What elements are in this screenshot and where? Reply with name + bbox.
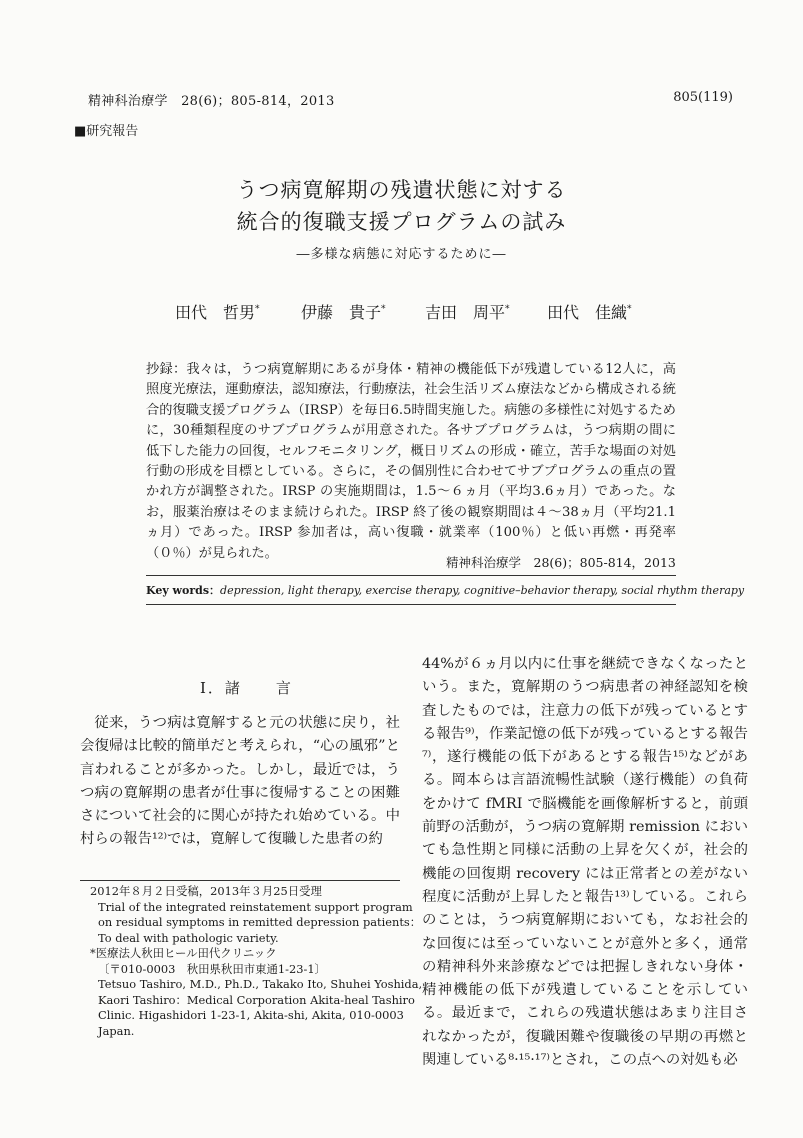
right-column [422, 653, 748, 1072]
footnote-rule [80, 880, 400, 881]
page-number: 805(119) [673, 90, 733, 105]
author: 田代 佳織* [547, 303, 632, 322]
keywords-rule [146, 575, 676, 576]
title-line-1: うつ病寛解期の残遺状態に対する [236, 178, 567, 202]
keywords-rule-bottom [146, 604, 676, 605]
left-column [80, 712, 400, 852]
journal-header: 精神科治療学 28(6)；805-814，2013 [88, 94, 335, 109]
paragraph: 44%が６ヵ月以内に仕事を継続できなくなったという。また，寛解期のうつ病患者の神経認知を検査したものでは，注意力の低下が残っているとする報告⁹⁾，作業記憶の低下が残っているとする報告⁷⁾，遂行機能の低下があるとする報告¹⁵⁾などがある。岡本らは言語流暢性試験（遂行機能）の負荷をかけて fMRI で脳機能を画像解析すると，前頭前野の活動が，うつ病の寛解期 remission においても急性期と同様に活動の上昇を欠くが，社会的機能の回復期 recovery には正常者との差がない程度に活動が上昇したと報告¹³⁾している。これらのことは，うつ病寛解期においても，なお社会的な回復には至っていないことが意外と多く，通常の精神科外来診療などでは把握しきれない身体・精神機能の低下が残遺していることを示している。最近まで，これらの残遺状態はあまり注目されなかったが，復職困難や復職後の早期の再燃と関連している⁸·¹⁵·¹⁷⁾とされ，この点への対処も必 [422, 656, 748, 1069]
author: 吉田 周平* [425, 303, 510, 322]
author: 田代 哲男* [175, 303, 260, 322]
article-category: ■研究報告 [74, 124, 139, 139]
address: 〔〒010-0003 秋田県秋田市東通1-23-1〕 [98, 961, 326, 976]
abstract [146, 360, 676, 570]
keywords-terms: depression, light therapy, exercise therapy, cognitive–behavior therapy, social rhythm therapy [220, 584, 745, 597]
paragraph: 従来，うつ病は寛解すると元の状態に戻り，社会復帰は比較的簡単だと考えられ，“心の風邪”と言われることが多かった。しかし，最近では，うつ病の寛解期の患者が仕事に復帰することの困難さについて社会的に関心が持たれ始めている。中村らの報告¹²⁾では，寛解して復職した患者の約 [80, 715, 400, 848]
received-date: 2012年８月２日受稿，2013年３月25日受理 [90, 884, 322, 898]
affiliation: *医療法人秋田ヒール田代クリニック [90, 946, 277, 960]
author: 伊藤 貴子* [301, 303, 386, 322]
subtitle: ―多様な病態に対応するために― [296, 247, 507, 262]
footnote: 2012年８月２日受稿，2013年３月25日受理 Trial of the integrated reinstatement support program on residual symptoms in remitted depression patients： To deal with pathologic variety. *医療法人秋田ヒール田代クリニック 〔〒010-0003 秋田県秋田市東通1-23-1〕 Tetsuo Tashiro, M.D., Ph.D., Takako Ito, Shuhei Yoshida, Kaori Tashiro：Medical Corporation Akita-heal Tashiro Clinic. Higashidori 1-23-1, Akita-shi, Akita, 010-0003 Japan. [90, 884, 423, 1038]
abstract-text: 抄録：我々は，うつ病寛解期にあるが身体・精神の機能低下が残遺している12人に，高照度光療法，運動療法，認知療法，行動療法，社会生活リズム療法などから構成される統合的復職支援プログラム（IRSP）を毎日6.5時間実施した。病態の多様性に対処するために，30種類程度のサブプログラムが用意された。各サブプログラムは，うつ病期の間に低下した能力の回復，セルフモニタリング，概日リズムの形成・確立，苦手な場面の対処行動の形成を目標としている。さらに，その個別性に合わせてサブプログラムの重点の置かれ方が調整された。IRSP の実施期間は，1.5～６ヵ月（平均3.6ヵ月）であった。なお，服薬治療はそのまま続けられた。IRSP 終了後の観察期間は４～38ヵ月（平均21.1ヵ月）であった。IRSP 参加者は，高い復職・就業率（100％）と低い再燃・再発率（０％）が見られた。 [146, 362, 676, 561]
title-line-2: 統合的復職支援プログラムの試み [236, 210, 567, 234]
abstract-citation: 精神科治療学 28(6)；805-814，2013 [446, 555, 676, 570]
section-heading: Ⅰ．諸 言 [200, 679, 293, 697]
keywords-label: Key words： [146, 584, 221, 597]
keywords [146, 582, 744, 598]
